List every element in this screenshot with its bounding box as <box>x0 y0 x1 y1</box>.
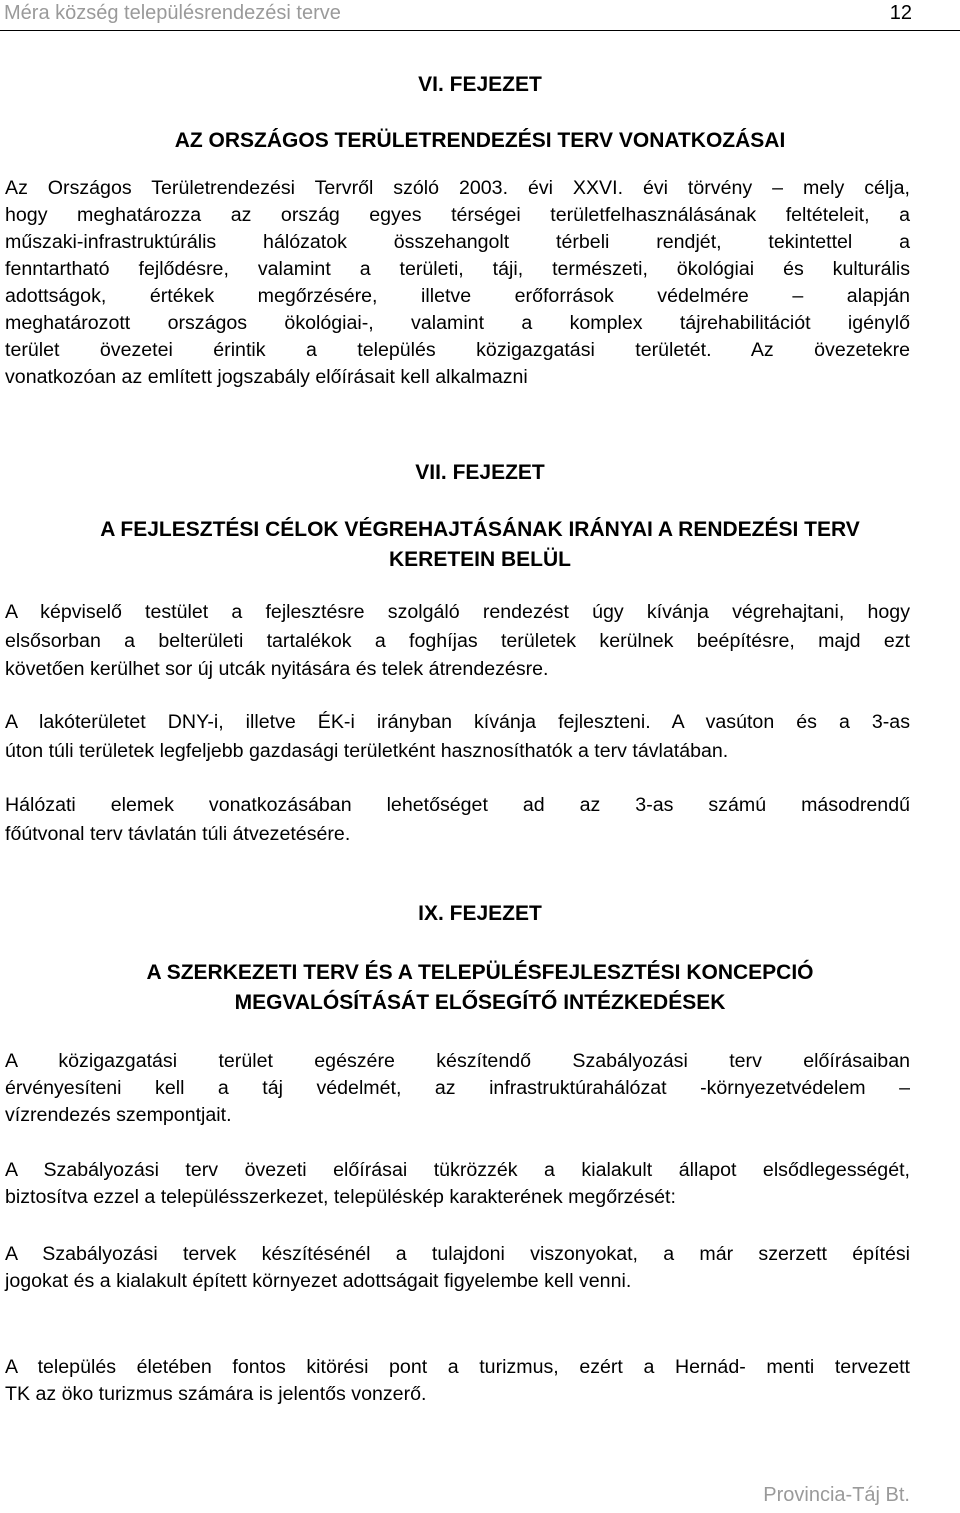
text-line: vízrendezés szempontjait. <box>5 1104 232 1126</box>
text-line: vonatkozóan az említett jogszabály előírásait kell alkalmazni <box>5 366 528 388</box>
document-title: Méra község településrendezési terve <box>4 2 341 24</box>
page-header <box>0 0 960 31</box>
title-line: A SZERKEZETI TERV ÉS A TELEPÜLÉSFEJLESZTÉSI KONCEPCIÓ <box>146 961 814 984</box>
chapter-heading-vii: VII. FEJEZET <box>415 461 545 484</box>
text-line: műszaki-infrastruktúrális hálózatok összehangolt térbeli rendjét, tekintettel a <box>5 231 910 253</box>
paragraph-s9-p1 <box>5 1048 910 1129</box>
text-line: A közigazgatási terület egészére készítendő Szabályozási terv előírásaiban <box>5 1050 910 1072</box>
text-line: A település életében fontos kitörési pont a turizmus, ezért a Hernád- menti tervezett <box>5 1356 910 1378</box>
text-line: biztosítva ezzel a településszerkezet, településkép karakterének megőrzését: <box>5 1186 676 1208</box>
footer-company: Provincia-Táj Bt. <box>763 1484 910 1506</box>
text-line: terület övezetei érintik a település közigazgatási területét. Az övezetekre <box>5 339 910 361</box>
paragraph-s9-p3 <box>5 1241 910 1295</box>
page-number: 12 <box>889 2 912 24</box>
title-line: MEGVALÓSÍTÁSÁT ELŐSEGÍTŐ INTÉZKEDÉSEK <box>234 991 726 1014</box>
text-line: érvényesíteni kell a táj védelmét, az infrastruktúrahálózat -környezetvédelem – <box>5 1077 910 1099</box>
paragraph-s7-p1 <box>5 598 910 684</box>
text-line: hogy meghatározza az ország egyes térségei területfelhasználásának feltételeit, a <box>5 204 910 226</box>
chapter-title-vi <box>0 126 960 156</box>
chapter-title-ix <box>0 958 960 1018</box>
chapter-title-vii <box>0 515 960 575</box>
text-line: TK az öko turizmus számára is jelentős vonzerő. <box>5 1383 427 1405</box>
chapter-heading-vi: VI. FEJEZET <box>418 73 542 96</box>
title-line: A FEJLESZTÉSI CÉLOK VÉGREHAJTÁSÁNAK IRÁNYAI A RENDEZÉSI TERV <box>100 518 860 541</box>
text-line: A Szabályozási tervek készítésénél a tulajdoni viszonyokat, a már szerzett építési <box>5 1243 910 1265</box>
text-line: úton túli területek legfeljebb gazdasági területként hasznosíthatók a terv távlatában. <box>5 739 729 762</box>
text-line: követően kerülhet sor új utcák nyitására és telek átrendezésre. <box>5 658 549 680</box>
title-line: KERETEIN BELÜL <box>388 548 571 571</box>
text-line: A képviselő testület a fejlesztésre szolgáló rendezést úgy kívánja végrehajtani, hogy <box>5 601 910 623</box>
text-line: jogokat és a kialakult épített környezet adottságait figyelembe kell venni. <box>5 1270 632 1292</box>
text-line: Hálózati elemek vonatkozásában lehetőséget ad az 3-as számú másodrendű <box>5 794 910 816</box>
paragraph-s6-p1 <box>5 175 910 391</box>
text-line: fenntartható fejlődésre, valamint a területi, táji, természeti, ökológiai és kulturális <box>5 258 910 280</box>
text-line: Az Országos Területrendezési Tervről szóló 2003. évi XXVI. évi törvény – mely célja, <box>5 177 910 199</box>
paragraph-s9-p4 <box>5 1354 910 1408</box>
paragraph-s7-p2 <box>5 708 910 765</box>
text-line: főútvonal terv távlatán túli átvezetésére. <box>5 822 351 845</box>
text-line: adottságok, értékek megőrzésére, illetve erőforrások védelmére – alapján <box>5 285 910 307</box>
title-line: AZ ORSZÁGOS TERÜLETRENDEZÉSI TERV VONATKOZÁSAI <box>174 129 786 152</box>
paragraph-s7-p3 <box>5 791 910 848</box>
text-line: A Szabályozási terv övezeti előírásai tükrözzék a kialakult állapot elsődlegességét, <box>5 1159 910 1181</box>
text-line: meghatározott országos ökológiai-, valamint a komplex tájrehabilitációt igénylő <box>5 312 910 334</box>
chapter-heading-ix: IX. FEJEZET <box>418 902 542 925</box>
text-line: A lakóterületet DNY-i, illetve ÉK-i irányban kívánja fejleszteni. A vasúton és a 3-as <box>5 711 910 733</box>
paragraph-s9-p2 <box>5 1157 910 1211</box>
text-line: elsősorban a belterületi tartalékok a foghíjas területek kerülnek beépítésre, majd ezt <box>5 629 910 652</box>
